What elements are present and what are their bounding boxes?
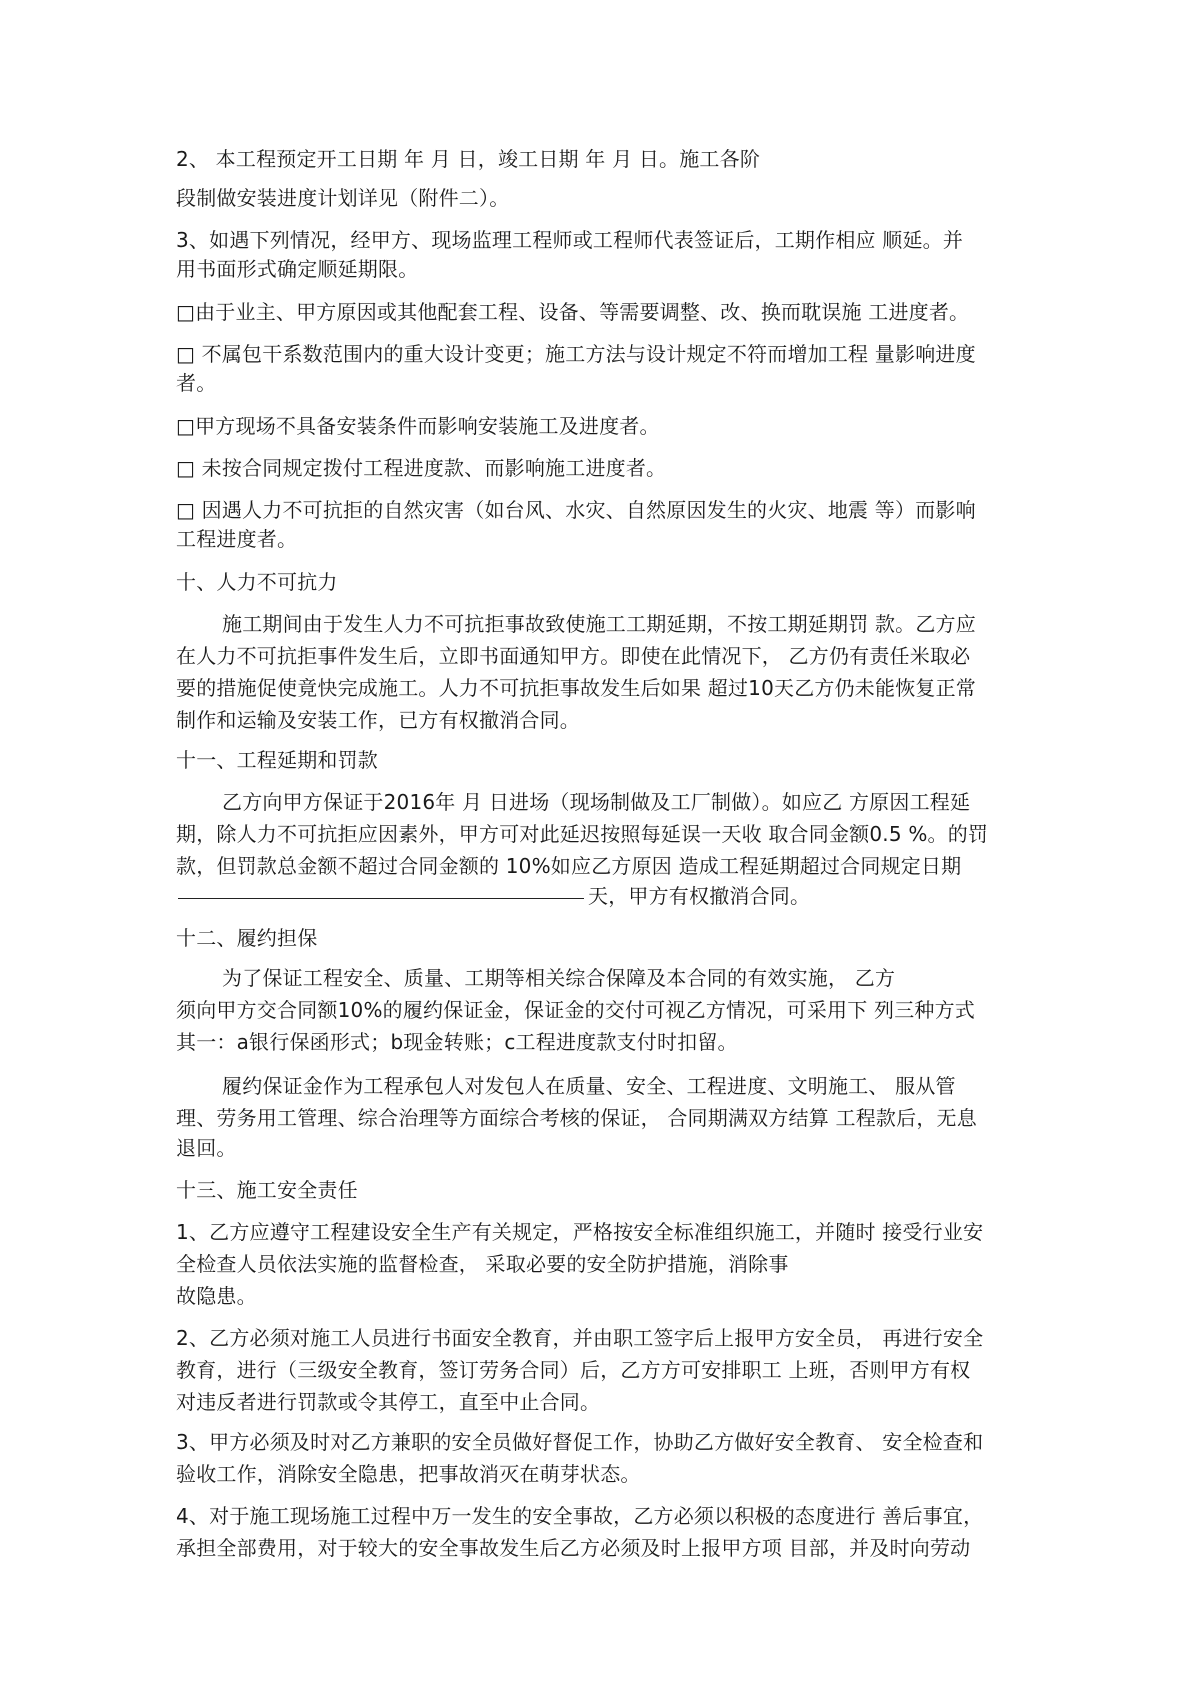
text-line: 1、乙方应遵守工程建设安全生产有关规定，严格按安全标准组织施工，并随时 接受行业安 [176, 1220, 984, 1244]
text-line: □ 不属包干系数范围内的重大设计变更；施工方法与设计规定不符而增加工程 量影响进度 [176, 342, 976, 366]
text-line: 3、甲方必须及时对乙方兼职的安全员做好督促工作，协助乙方做好安全教育、 安全检查和 [176, 1430, 984, 1454]
blank-underline [178, 898, 584, 899]
text-line: 对违反者进行罚款或令其停工，直至中止合同。 [176, 1390, 601, 1414]
text-line: 退回。 [176, 1136, 237, 1160]
text-line: 段制做安装进度计划详见（附件二）。 [176, 186, 510, 210]
text-line: □ 因遇人力不可抗拒的自然灾害（如台风、水灾、自然原因发生的火灾、地震 等）而影响 [176, 498, 976, 522]
text-line: 在人力不可抗拒事件发生后，立即书面通知甲方。即使在此情况下， 乙方仍有责任米取必 [176, 644, 971, 668]
text-line: 乙方向甲方保证于2016年 月 日进场（现场制做及工厂制做）。如应乙 方原因工程延 [222, 790, 971, 814]
text-line: 天，甲方有权撤消合同。 [588, 884, 811, 908]
text-line: 用书面形式确定顺延期限。 [176, 257, 419, 281]
text-line: 为了保证工程安全、质量、工期等相关综合保障及本合同的有效实施， 乙方 [222, 966, 896, 990]
text-line: 验收工作，消除安全隐患，把事故消灭在萌芽状态。 [176, 1462, 641, 1486]
text-line: 履约保证金作为工程承包人对发包人在质量、安全、工程进度、文明施工、 服从管 [222, 1074, 956, 1098]
text-line: □ 未按合同规定拨付工程进度款、而影响施工进度者。 [176, 456, 667, 480]
section-heading: 十三、施工安全责任 [176, 1178, 358, 1202]
text-line: 工程进度者。 [176, 527, 298, 551]
text-line: 承担全部费用，对于较大的安全事故发生后乙方必须及时上报甲方项 目部，并及时向劳动 [176, 1536, 971, 1560]
section-heading: 十一、工程延期和罚款 [176, 748, 378, 772]
section-heading: 十二、履约担保 [176, 926, 318, 950]
text-line: 款，但罚款总金额不超过合同金额的 10%如应乙方原因 造成工程延期超过合同规定日期 [176, 854, 962, 878]
text-line: 其一：a银行保函形式；b现金转账；c工程进度款支付时扣留。 [176, 1030, 738, 1054]
text-line: 理、劳务用工管理、综合治理等方面综合考核的保证， 合同期满双方结算 工程款后，无息 [176, 1106, 977, 1130]
text-line: 制作和运输及安装工作，已方有权撤消合同。 [176, 708, 580, 732]
text-line: □甲方现场不具备安装条件而影响安装施工及进度者。 [176, 414, 660, 438]
text-line: 教育，进行（三级安全教育，签订劳务合同）后，乙方方可安排职工 上班，否则甲方有权 [176, 1358, 971, 1382]
text-line: 期，除人力不可抗拒应因素外，甲方可对此延迟按照每延误一天收 取合同金额0.5 %。的罚 [176, 822, 989, 846]
text-line: □由于业主、甲方原因或其他配套工程、设备、等需要调整、改、换而耽误施 工进度者。 [176, 300, 970, 324]
text-line: 要的措施促使竟快完成施工。人力不可抗拒事故发生后如果 超过10天乙方仍未能恢复正常 [176, 676, 977, 700]
text-line: 施工期间由于发生人力不可抗拒事故致使施工工期延期，不按工期延期罚 款。乙方应 [222, 612, 976, 636]
text-line: 2、乙方必须对施工人员进行书面安全教育，并由职工签字后上报甲方安全员， 再进行安全 [176, 1326, 984, 1350]
text-line: 故隐患。 [176, 1284, 257, 1308]
text-line: 2、 本工程预定开工日期 年 月 日，竣工日期 年 月 日。施工各阶 [176, 147, 761, 171]
text-line: 4、对于施工现场施工过程中万一发生的安全事故，乙方必须以积极的态度进行 善后事宜， [176, 1504, 984, 1528]
text-line: 者。 [176, 371, 217, 395]
section-heading: 十、人力不可抗力 [176, 570, 338, 594]
text-line: 须向甲方交合同额10%的履约保证金，保证金的交付可视乙方情况，可采用下 列三种方式 [176, 998, 976, 1022]
text-line: 3、如遇下列情况，经甲方、现场监理工程师或工程师代表签证后，工期作相应 顺延。并 [176, 228, 964, 252]
text-line: 全检查人员依法实施的监督检查， 采取必要的安全防护措施，消除事 [176, 1252, 789, 1276]
